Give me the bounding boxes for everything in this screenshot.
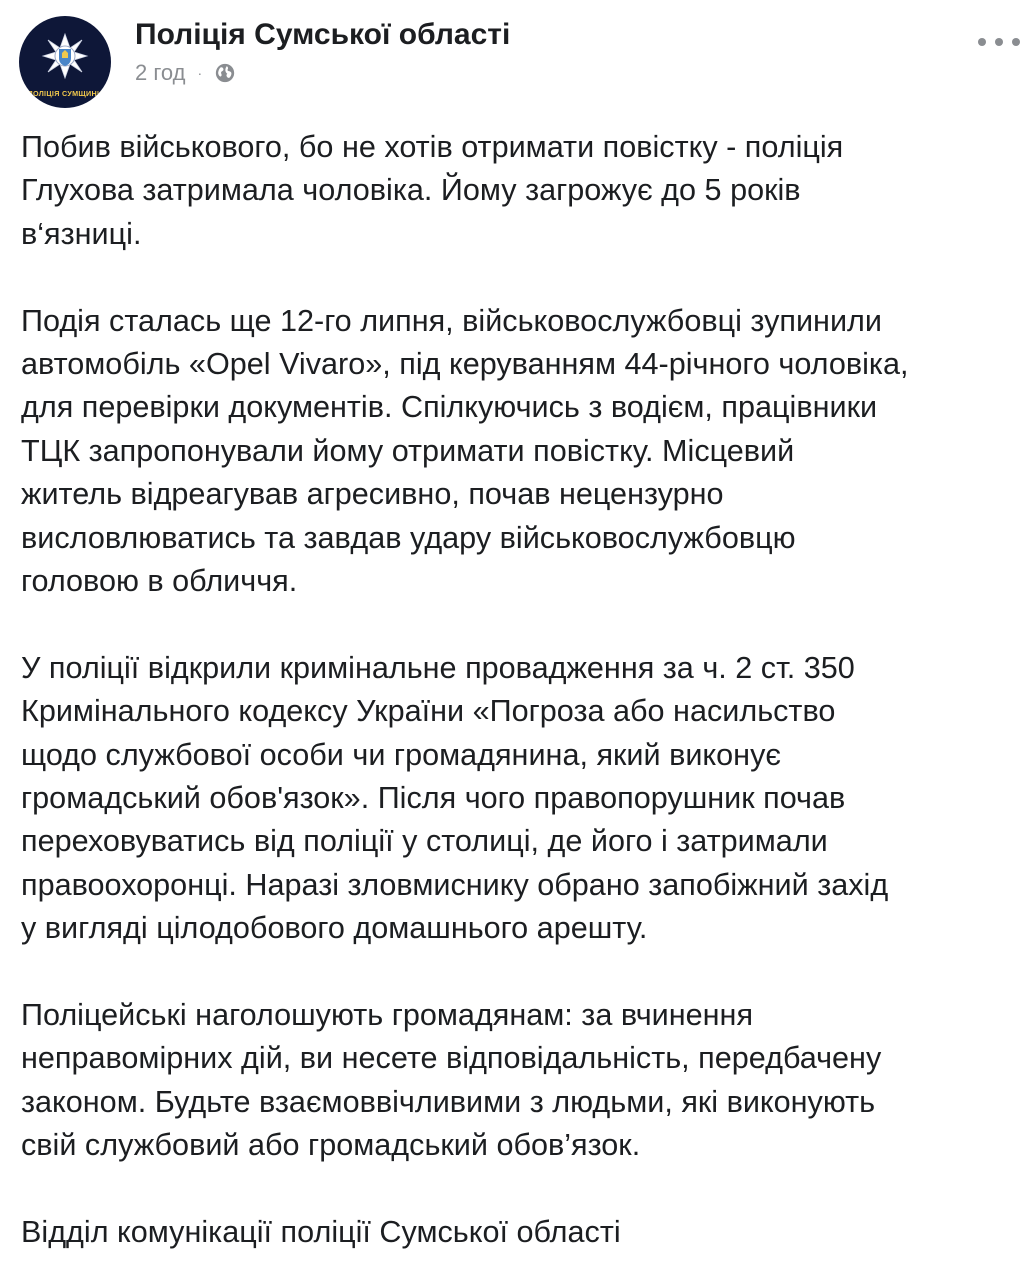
post-paragraph: Побив військового, бо не хотів отримати повістку - поліція Глухова затримала чоловіка. Йому загрожує до 5 років в‘язниці. xyxy=(21,130,844,251)
post-meta xyxy=(135,58,236,88)
post-body xyxy=(21,126,1021,1255)
more-dot xyxy=(995,38,1003,46)
post-header xyxy=(0,0,1036,120)
meta-separator: · xyxy=(197,65,203,81)
post-paragraph: Подія сталась ще 12-го липня, військовослужбовці зупинили автомобіль «Opel Vivaro», під керуванням 44-річного чоловіка, для перевірки документів. Спілкуючись з водієм, працівники ТЦК запропонували йому отримати повістку. Місцевий житель відреагував агресивно, почав нецензурно висловлюватись та завдав удару військовослужбовцю головою в обличчя. xyxy=(21,303,909,599)
police-badge-logo xyxy=(19,16,111,108)
globe-icon[interactable] xyxy=(214,62,236,84)
post-paragraph: У поліції відкрили кримінальне провадження за ч. 2 ст. 350 Кримінального кодексу України «Погроза або насильство щодо службової особи чи громадянина, який виконує громадський обов'язок». Після чого правопорушник почав переховуватись від поліції у столиці, де його і затримали правоохоронці. Наразі зловмиснику обрано запобіжний захід у вигляді цілодобового домашнього арешту. xyxy=(21,650,889,946)
post-signature: Відділ комунікації поліції Сумської області xyxy=(21,1215,621,1250)
logo-text: ПОЛІЦІЯ СУМЩИНИ xyxy=(27,89,103,98)
page-name-link[interactable]: Поліція Сумської області xyxy=(135,18,511,51)
more-dots-icon xyxy=(978,38,986,46)
avatar[interactable] xyxy=(19,16,111,108)
more-options-button[interactable] xyxy=(978,30,1020,54)
more-dot xyxy=(1012,38,1020,46)
post-paragraph: Поліцейські наголошують громадянам: за вчинення неправомірних дій, ви несете відповідальність, передбачену законом. Будьте взаємоввічливими з людьми, які виконують свій службовий або громадський обов’язок. xyxy=(21,998,882,1163)
post-timestamp[interactable]: 2 год xyxy=(135,60,186,85)
